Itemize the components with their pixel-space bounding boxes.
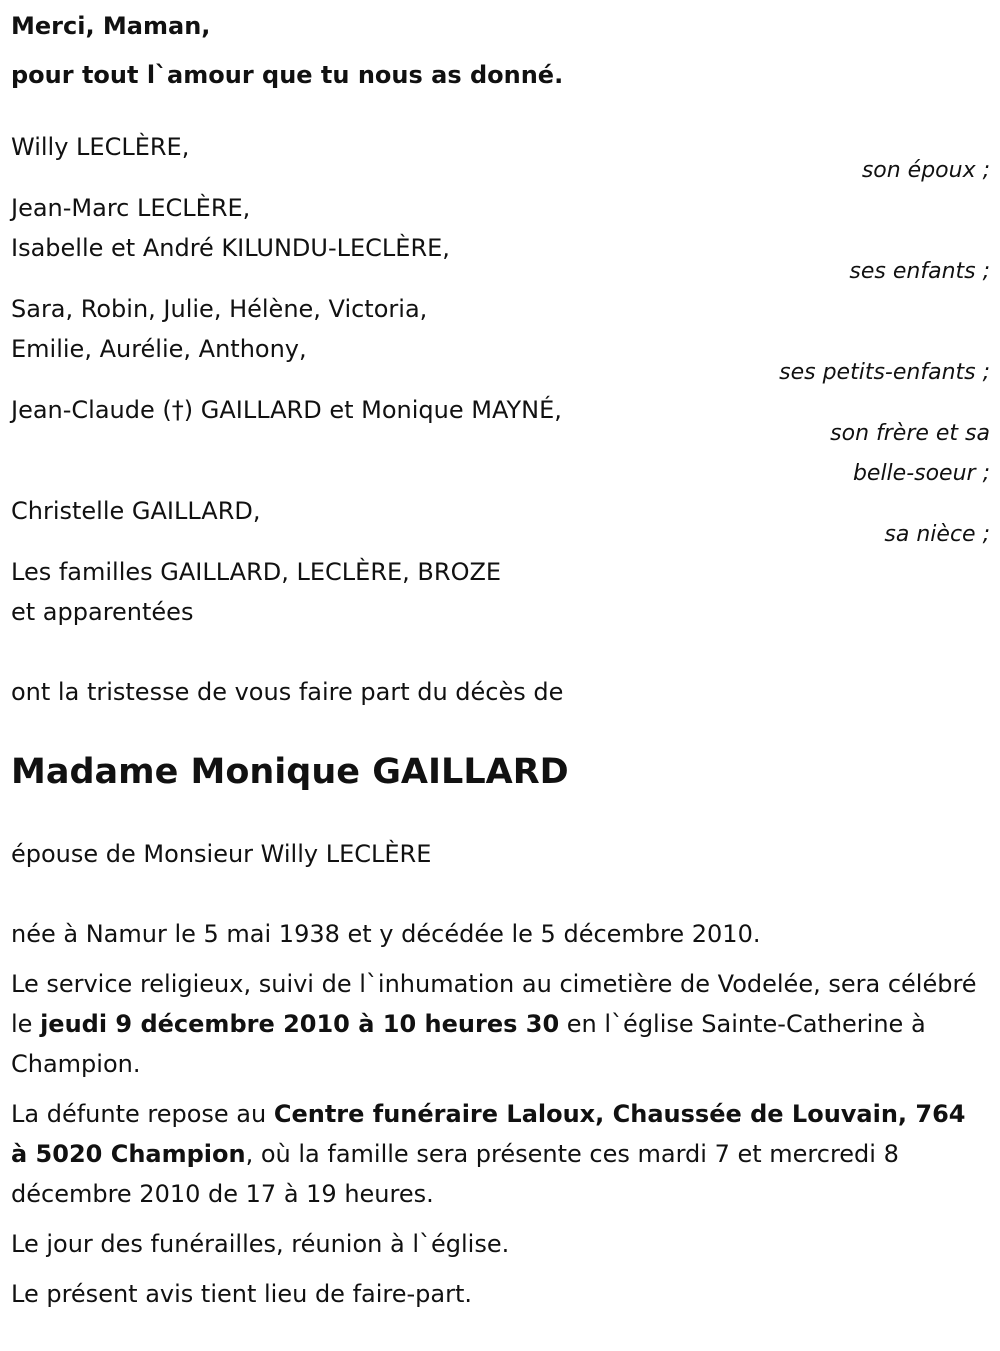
mourner-children [11, 188, 990, 292]
mourner-families [11, 552, 990, 632]
mourner-name: Christelle GAILLARD, [11, 497, 261, 525]
mourner-sibling [11, 390, 990, 494]
mourner-relation: son frère et sa [830, 421, 990, 446]
mourner-relation: sa nièce ; [884, 522, 990, 547]
mourner-relation: belle-soeur ; [852, 461, 990, 486]
mourner-name: Isabelle et André KILUNDU-LECLÈRE, [11, 234, 450, 262]
intro-line-1: Merci, Maman, [11, 12, 211, 40]
announcement: ont la tristesse de vous faire part du décès de [11, 678, 564, 706]
spouse-line: épouse de Monsieur Willy LECLÈRE [11, 840, 432, 868]
service-text: Le service religieux, suivi de l`inhumation au cimetière de Vodelée, sera célébré le [11, 970, 977, 1038]
service-location: en l`église Sainte-Catherine à Champion. [11, 1010, 926, 1078]
mourner-spouse [11, 127, 990, 191]
service-paragraph [11, 964, 990, 1084]
repose-location: Centre funéraire Laloux, Chaussée de Louvain, 764 à 5020 Champion [11, 1100, 966, 1168]
mourner-name: Les familles GAILLARD, LECLÈRE, BROZE [11, 558, 502, 586]
mourner-name: Sara, Robin, Julie, Hélène, Victoria, [11, 295, 428, 323]
mourner-name: Emilie, Aurélie, Anthony, [11, 335, 307, 363]
birth-death-line: née à Namur le 5 mai 1938 et y décédée le 5 décembre 2010. [11, 920, 761, 948]
mourner-relation: son époux ; [861, 158, 990, 183]
notice-line: Le présent avis tient lieu de faire-part. [11, 1280, 473, 1308]
deceased-name: Madame Monique GAILLARD [11, 752, 569, 792]
mourner-relation: ses petits-enfants ; [779, 360, 990, 385]
repose-visiting-hours: , où la famille sera présente ces mardi 7 et mercredi 8 décembre 2010 de 17 à 19 heures. [11, 1140, 899, 1208]
mourner-relation: ses enfants ; [849, 259, 990, 284]
service-date: jeudi 9 décembre 2010 à 10 heures 30 [40, 1010, 560, 1038]
mourner-name: Willy LECLÈRE, [11, 133, 190, 161]
mourners-list [11, 127, 990, 632]
mourner-grandchildren [11, 289, 990, 393]
mourner-name: Jean-Claude (†) GAILLARD et Monique MAYNÉ, [11, 396, 562, 424]
funeral-day-line: Le jour des funérailles, réunion à l`église. [11, 1230, 510, 1258]
intro-line-2: pour tout l`amour que tu nous as donné. [11, 61, 564, 89]
repose-text: La défunte repose au [11, 1100, 274, 1128]
repose-paragraph [11, 1094, 990, 1214]
mourner-niece [11, 491, 990, 555]
mourner-name: Jean-Marc LECLÈRE, [11, 194, 251, 222]
mourner-name: et apparentées [11, 598, 194, 626]
